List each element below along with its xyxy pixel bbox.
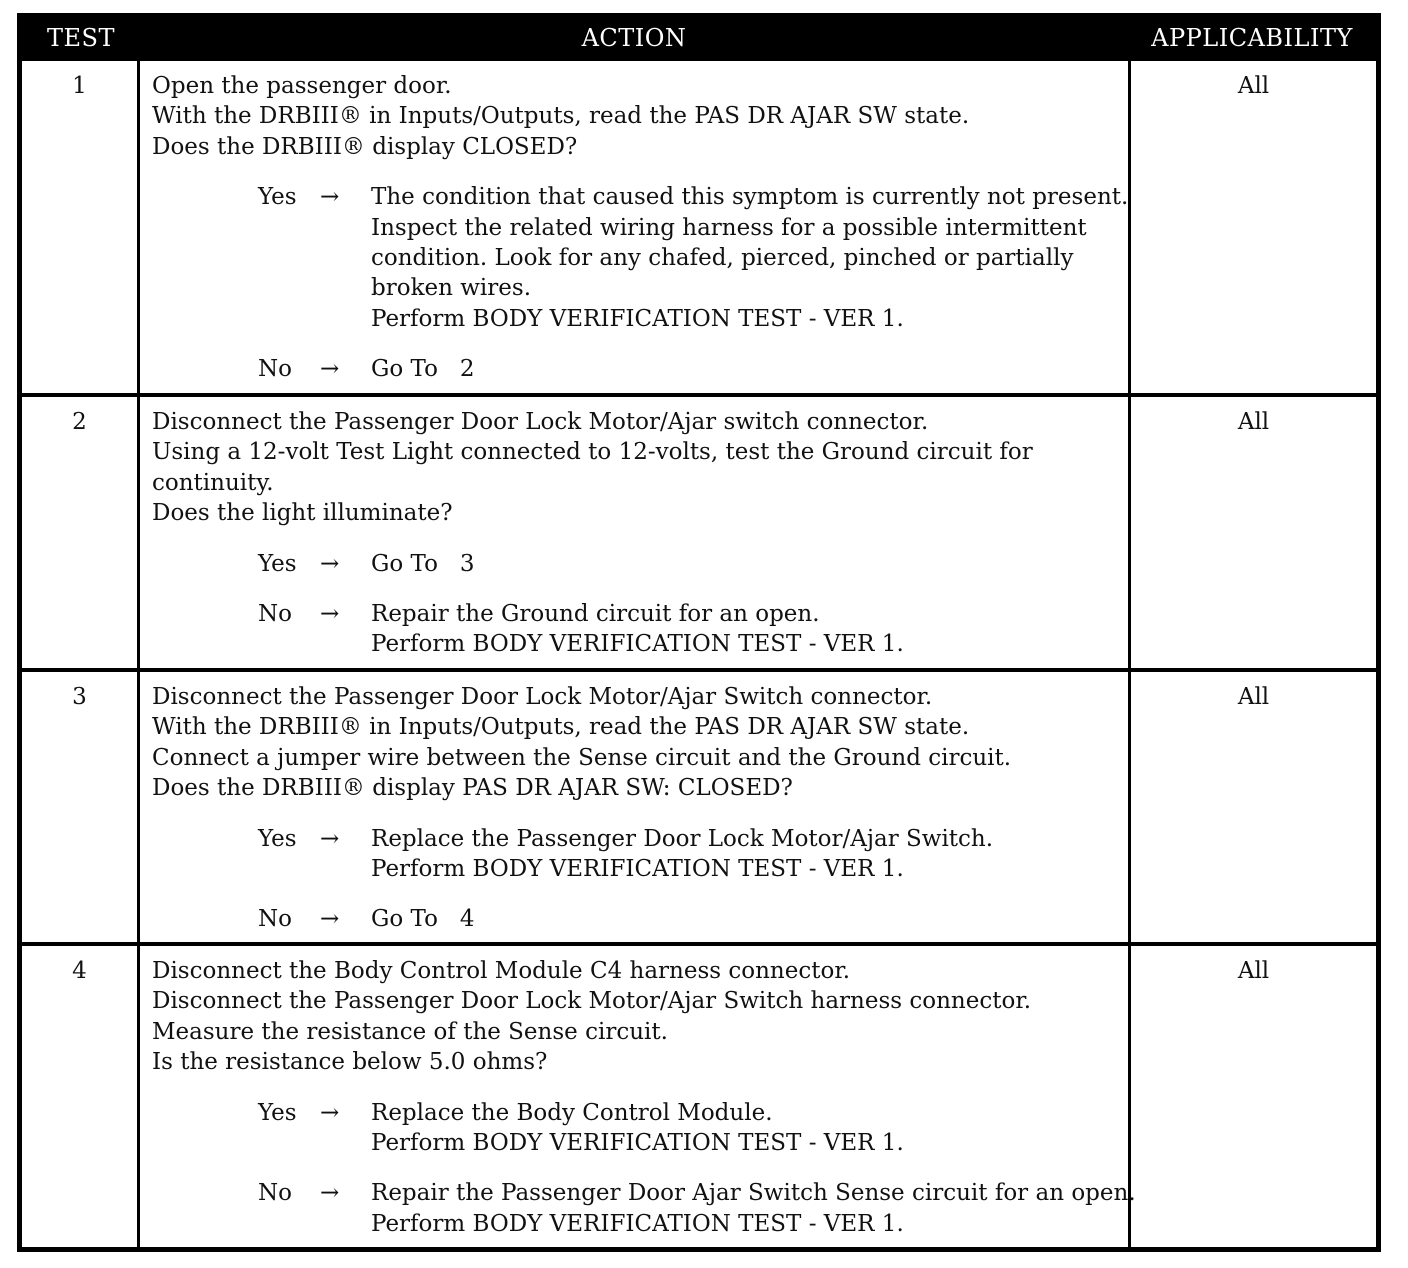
header-test: TEST	[47, 24, 115, 52]
yes-label: Yes	[258, 825, 297, 852]
no-label: No	[258, 906, 292, 933]
yes-branch	[152, 1098, 1120, 1159]
result-text: condition. Look for any chafed, pierced, pinched or partially	[371, 245, 1074, 272]
result-text: The condition that caused this symptom is currently not present.	[371, 184, 1129, 211]
arrow-right-icon: →	[320, 1180, 340, 1207]
no-label: No	[258, 601, 292, 628]
step-text: With the DRBIII® in Inputs/Outputs, read the PAS DR AJAR SW state.	[152, 103, 970, 130]
test-action	[143, 61, 1128, 393]
no-result	[371, 599, 1120, 660]
arrow-right-icon: →	[320, 1099, 340, 1126]
step-text: Does the light illuminate?	[152, 500, 453, 527]
step-text: Disconnect the Passenger Door Lock Motor/Ajar Switch connector.	[152, 684, 933, 710]
yes-label: Yes	[258, 184, 297, 211]
applicability-value: All	[1128, 672, 1376, 942]
result-text: Perform BODY VERIFICATION TEST - VER 1.	[371, 856, 904, 883]
test-action	[143, 946, 1136, 1247]
result-text: Perform BODY VERIFICATION TEST - VER 1.	[371, 631, 904, 658]
yes-result	[371, 824, 1120, 885]
no-label: No	[258, 356, 292, 383]
no-result	[371, 354, 1120, 384]
result-text: Go To 4	[371, 906, 475, 933]
arrow-right-icon: →	[320, 825, 340, 852]
yes-branch	[152, 824, 1120, 885]
arrow-right-icon: →	[320, 184, 340, 211]
test-number: 4	[22, 946, 140, 1247]
step-text: Is the resistance below 5.0 ohms?	[152, 1049, 548, 1076]
test-row-1	[22, 61, 1376, 393]
yes-label: Yes	[258, 550, 297, 577]
test-row-2	[22, 393, 1376, 668]
result-text: Replace the Body Control Module.	[371, 1099, 773, 1126]
test-number: 3	[22, 672, 140, 942]
no-result	[371, 904, 1120, 934]
applicability-value: All	[1128, 397, 1376, 668]
no-label: No	[258, 1180, 292, 1207]
header-action: ACTION	[581, 24, 687, 52]
arrow-right-icon: →	[320, 356, 340, 383]
applicability-value: All	[1128, 946, 1376, 1247]
arrow-right-icon: →	[320, 601, 340, 628]
result-text: broken wires.	[371, 275, 532, 302]
test-action	[143, 672, 1128, 942]
result-text: Replace the Passenger Door Lock Motor/Ajar Switch.	[371, 825, 994, 852]
yes-branch	[152, 182, 1129, 334]
test-row-3	[22, 668, 1376, 942]
yes-label: Yes	[258, 1099, 297, 1126]
test-action	[143, 397, 1128, 668]
step-text: Connect a jumper wire between the Sense circuit and the Ground circuit.	[152, 744, 1012, 771]
step-text: Disconnect the Passenger Door Lock Motor/Ajar Switch harness connector.	[152, 988, 1032, 1015]
step-text: Using a 12-volt Test Light connected to 12-volts, test the Ground circuit for	[152, 439, 1033, 466]
step-text: Open the passenger door.	[152, 73, 452, 99]
result-text: Repair the Passenger Door Ajar Switch Sense circuit for an open.	[371, 1180, 1136, 1207]
result-text: Inspect the related wiring harness for a possible intermittent	[371, 214, 1087, 241]
test-number: 2	[22, 397, 140, 668]
yes-result	[371, 1098, 1120, 1159]
result-text: Perform BODY VERIFICATION TEST - VER 1.	[371, 1210, 904, 1237]
yes-branch	[152, 549, 1120, 579]
result-text: Go To 3	[371, 550, 475, 577]
step-text: Disconnect the Passenger Door Lock Motor/Ajar switch connector.	[152, 409, 929, 435]
yes-result	[371, 549, 1120, 579]
table-header	[22, 18, 1376, 61]
header-applicability: APPLICABILITY	[1151, 24, 1353, 52]
result-text: Perform BODY VERIFICATION TEST - VER 1.	[371, 305, 904, 332]
arrow-right-icon: →	[320, 550, 340, 577]
step-text: Does the DRBIII® display PAS DR AJAR SW: CLOSED?	[152, 775, 793, 802]
yes-result	[371, 182, 1129, 334]
no-branch	[152, 904, 1120, 934]
result-text: Perform BODY VERIFICATION TEST - VER 1.	[371, 1130, 904, 1157]
result-text: Go To 2	[371, 356, 475, 383]
arrow-right-icon: →	[320, 906, 340, 933]
step-text: continuity.	[152, 469, 274, 496]
step-text: Does the DRBIII® display CLOSED?	[152, 133, 578, 160]
no-branch	[152, 1178, 1136, 1239]
no-branch	[152, 354, 1120, 384]
result-text: Repair the Ground circuit for an open.	[371, 601, 820, 628]
applicability-value: All	[1128, 61, 1376, 393]
step-text: Measure the resistance of the Sense circuit.	[152, 1018, 668, 1045]
step-text: Disconnect the Body Control Module C4 harness connector.	[152, 958, 851, 984]
no-branch	[152, 599, 1120, 660]
step-text: With the DRBIII® in Inputs/Outputs, read the PAS DR AJAR SW state.	[152, 714, 970, 741]
test-number: 1	[22, 61, 140, 393]
no-result	[371, 1178, 1136, 1239]
diagnostic-test-table	[17, 13, 1381, 1252]
test-row-4	[22, 942, 1376, 1247]
